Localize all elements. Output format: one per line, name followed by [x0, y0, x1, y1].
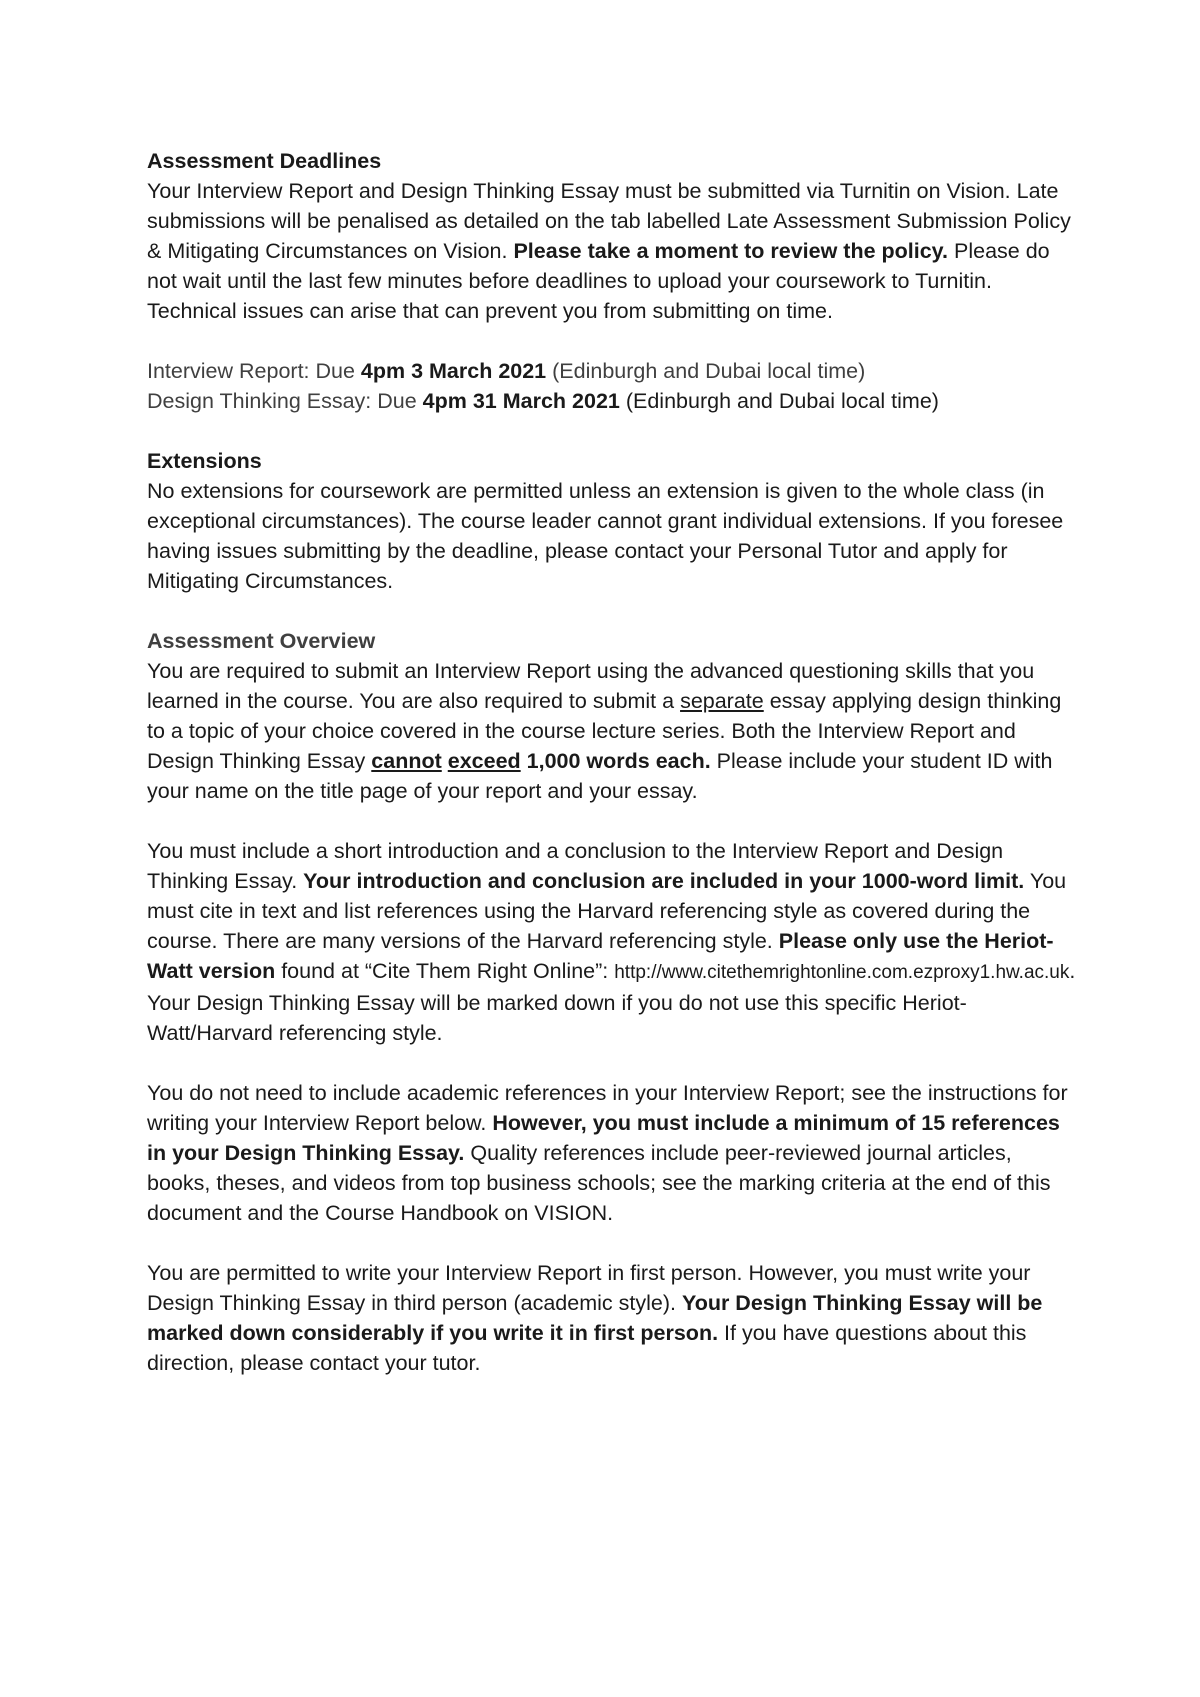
overview-text: You are required to submit an Interview Report using the advanced questioning skills that you learned in the course. You are also required to submit a	[147, 659, 1035, 713]
exceed-emphasis: exceed	[447, 749, 521, 773]
due-dates	[147, 356, 1077, 416]
submission-text: Your Interview Report and Design Thinking Essay must be submitted via Turnitin on Vision. Late submissions will be penalised as detailed on the tab labelled Late Assessment Submission Policy & Mitigating Circumstances on Vision.	[147, 179, 1071, 263]
submission-paragraph	[147, 176, 1077, 326]
overview-text: If you have questions about this direction, please contact your tutor.	[147, 1321, 1027, 1375]
assessment-overview-section	[147, 626, 1077, 806]
design-essay-due-date: 4pm 31 March 2021	[422, 389, 620, 413]
overview-text: You do not need to include academic references in your Interview Report; see the instructions for writing your Interview Report below.	[147, 1081, 1068, 1135]
separate-emphasis: separate	[680, 689, 764, 713]
design-essay-due-line	[147, 386, 1077, 416]
assessment-overview-heading: Assessment Overview	[147, 629, 376, 653]
overview-paragraph-1	[147, 656, 1077, 806]
writing-style-section	[147, 1258, 1077, 1378]
overview-paragraph-2	[147, 836, 1077, 1048]
referencing-section	[147, 836, 1077, 1048]
overview-text: Quality references include peer-reviewed journal articles, books, theses, and videos from top business schools; see the marking criteria at the end of this document and the Course Handbook on VISION.	[147, 1141, 1051, 1225]
references-section	[147, 1078, 1077, 1228]
interview-report-timezone: (Edinburgh and Dubai local time)	[546, 359, 866, 383]
extensions-section	[147, 446, 1077, 596]
overview-paragraph-3	[147, 1078, 1077, 1228]
word-limit-note: Your introduction and conclusion are included in your 1000-word limit.	[303, 869, 1025, 893]
design-essay-due-label: Design Thinking Essay: Due	[147, 389, 423, 413]
minimum-references-note: However, you must include a minimum of 15 references in your Design Thinking Essay.	[147, 1111, 1060, 1165]
design-essay-timezone: (Edinburgh and Dubai local time)	[619, 389, 939, 413]
overview-text: found at “Cite Them Right Online”:	[275, 959, 615, 983]
overview-text: . Your Design Thinking Essay will be marked down if you do not use this specific Heriot-Watt/Harvard referencing style.	[147, 959, 1076, 1045]
third-person-warning: Your Design Thinking Essay will be marked down considerably if you write it in first person.	[147, 1291, 1043, 1345]
word-limit: 1,000 words each.	[520, 749, 711, 773]
overview-text: You are permitted to write your Interview Report in first person. However, you must write your Design Thinking Essay in third person (academic style).	[147, 1261, 1031, 1315]
review-policy-note: Please take a moment to review the policy.	[513, 239, 949, 263]
interview-report-due-date: 4pm 3 March 2021	[360, 359, 547, 383]
overview-paragraph-4	[147, 1258, 1077, 1378]
interview-report-due-label: Interview Report: Due	[147, 359, 361, 383]
cannot-emphasis: cannot	[371, 749, 442, 773]
heriot-watt-version-note: Please only use the Heriot-Watt version	[147, 929, 1054, 983]
interview-report-due-line	[147, 356, 1077, 386]
overview-text: essay applying design thinking to a topic of your choice covered in the course lecture series. Both the Interview Report and Design Thinking Essay	[147, 689, 1062, 773]
assessment-deadlines-section	[147, 146, 1077, 326]
extensions-heading: Extensions	[147, 449, 262, 473]
overview-text: Please include your student ID with your name on the title page of your report and your essay.	[147, 749, 1053, 803]
assessment-deadlines-heading: Assessment Deadlines	[147, 149, 382, 173]
upload-warning-text: Please do not wait until the last few minutes before deadlines to upload your coursework to Turnitin. Technical issues can arise that can prevent you from submitting on time.	[147, 239, 1050, 323]
overview-text: You must include a short introduction and a conclusion to the Interview Report and Design Thinking Essay.	[147, 839, 1004, 893]
document-page	[147, 146, 1077, 1408]
cite-them-right-url: http://www.citethemrightonline.com.ezproxy1.hw.ac.uk	[614, 962, 1070, 983]
extensions-paragraph: No extensions for coursework are permitted unless an extension is given to the whole class (in exceptional circumstances). The course leader cannot grant individual extensions. If you foresee having issues submitting by the deadline, please contact your Personal Tutor and apply for Mitigating Circumstances.	[147, 479, 1064, 593]
overview-text: You must cite in text and list references using the Harvard referencing style as covered during the course. There are many versions of the Harvard referencing style.	[147, 869, 1067, 953]
